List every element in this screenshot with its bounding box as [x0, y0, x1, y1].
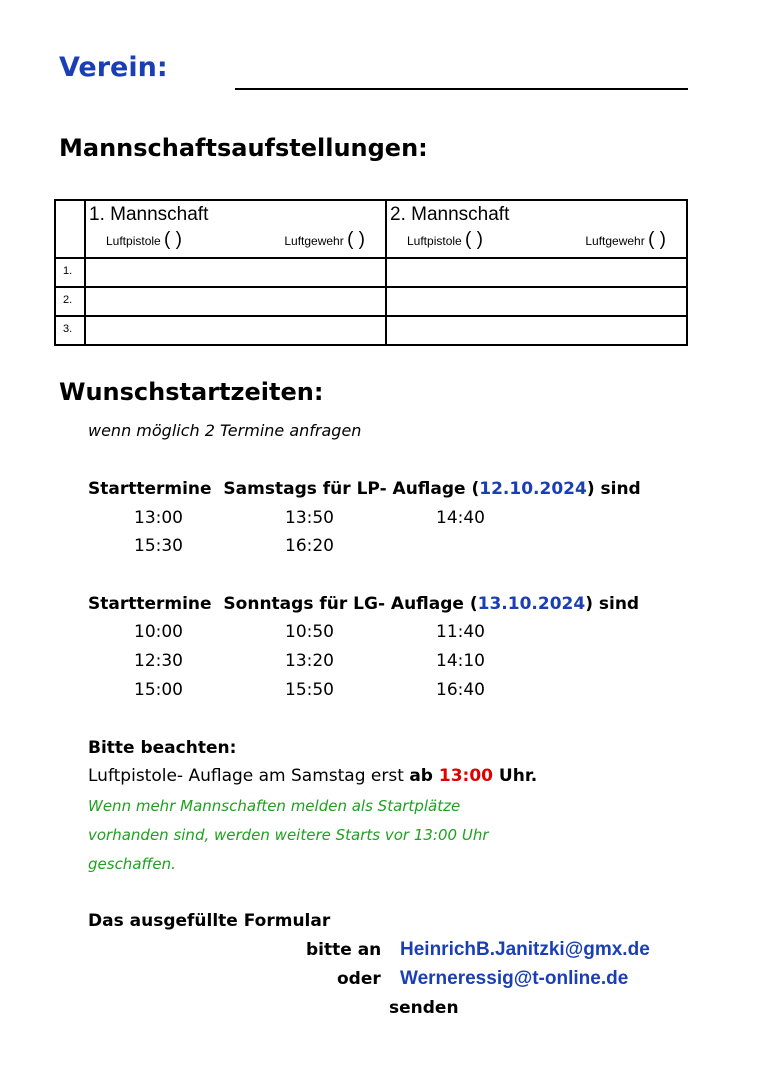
row-number: 1.	[63, 265, 73, 277]
team-1-lp-checkbox[interactable]: ( )	[164, 229, 182, 250]
team-2-lp[interactable]	[407, 229, 483, 251]
team-1-lp[interactable]	[106, 229, 182, 251]
sunday-time: 10:50	[285, 622, 334, 642]
senden-label: senden	[389, 998, 459, 1018]
sunday-time: 11:40	[436, 622, 485, 642]
oder-label: oder	[337, 969, 381, 989]
team-1-cell[interactable]	[85, 287, 386, 316]
row-number: 2.	[63, 294, 73, 306]
notice-line	[88, 766, 537, 786]
start-times-heading: Wunschstartzeiten:	[59, 378, 324, 406]
sunday-time: 12:30	[134, 651, 183, 671]
team-2-lg[interactable]	[585, 229, 666, 251]
team-2-lg-checkbox[interactable]: ( )	[648, 229, 666, 250]
sunday-suffix: ) sind	[585, 594, 640, 614]
notice-title: Bitte beachten:	[88, 738, 237, 758]
sunday-time: 15:50	[285, 680, 334, 700]
table-row	[55, 316, 687, 345]
teams-heading: Mannschaftsaufstellungen:	[59, 134, 428, 162]
table-row	[55, 258, 687, 287]
sunday-time: 14:10	[436, 651, 485, 671]
sunday-time: 15:00	[134, 680, 183, 700]
saturday-label: Starttermine	[88, 479, 212, 499]
corner-cell	[55, 200, 85, 258]
notice-green-line: geschaffen.	[88, 855, 176, 873]
notice-green-line: Wenn mehr Mannschaften melden als Startplätze	[88, 797, 461, 815]
table-row	[55, 287, 687, 316]
team-1-header	[85, 200, 386, 258]
sunday-text: Sonntags für LG- Auflage (	[223, 594, 478, 614]
saturday-suffix: ) sind	[586, 479, 641, 499]
sunday-date: 13.10.2024	[477, 594, 586, 614]
sunday-label: Starttermine	[88, 594, 212, 614]
team-1-cell[interactable]	[85, 258, 386, 287]
saturday-time: 15:30	[134, 536, 183, 556]
team-2-cell[interactable]	[386, 287, 687, 316]
team-2-name: 2. Mannschaft	[390, 204, 510, 225]
notice-line-ab: ab	[409, 766, 439, 786]
teams-header-row	[55, 200, 687, 258]
team-1-lg[interactable]	[284, 229, 365, 251]
saturday-heading	[88, 479, 641, 499]
hint-text: wenn möglich 2 Termine anfragen	[88, 421, 362, 440]
notice-green-line: vorhanden sind, werden weitere Starts vor 13:00 Uhr	[88, 826, 489, 844]
notice-line-start: Luftpistole- Auflage am Samstag erst	[88, 766, 410, 786]
form-title: Das ausgefüllte Formular	[88, 911, 331, 931]
teams-table	[54, 199, 688, 346]
team-2-lp-label: Luftpistole	[407, 234, 462, 248]
saturday-date: 12.10.2024	[479, 479, 587, 499]
sunday-time: 10:00	[134, 622, 183, 642]
team-2-cell[interactable]	[386, 316, 687, 345]
team-2-lp-checkbox[interactable]: ( )	[465, 229, 483, 250]
notice-line-end: Uhr.	[493, 766, 538, 786]
row-number: 3.	[63, 323, 73, 335]
bitte-an-label: bitte an	[306, 940, 382, 960]
sunday-time: 16:40	[436, 680, 485, 700]
verein-input-line[interactable]	[235, 88, 688, 90]
team-1-lp-label: Luftpistole	[106, 234, 161, 248]
notice-line-time: 13:00	[438, 766, 493, 786]
email-link-1[interactable]: HeinrichB.Janitzki@gmx.de	[400, 939, 650, 960]
email-link-2[interactable]: Werneressig@t-online.de	[400, 968, 629, 989]
team-1-lg-label: Luftgewehr	[284, 234, 344, 248]
team-1-lg-checkbox[interactable]: ( )	[347, 229, 365, 250]
saturday-time: 14:40	[436, 508, 485, 528]
team-1-cell[interactable]	[85, 316, 386, 345]
team-2-header	[386, 200, 687, 258]
saturday-text: Samstags für LP- Auflage (	[223, 479, 480, 499]
team-2-cell[interactable]	[386, 258, 687, 287]
saturday-time: 16:20	[285, 536, 334, 556]
team-1-name: 1. Mannschaft	[89, 204, 209, 225]
team-2-lg-label: Luftgewehr	[585, 234, 645, 248]
saturday-time: 13:50	[285, 508, 334, 528]
sunday-heading	[88, 594, 639, 614]
verein-label: Verein:	[59, 52, 168, 83]
sunday-time: 13:20	[285, 651, 334, 671]
saturday-time: 13:00	[134, 508, 183, 528]
